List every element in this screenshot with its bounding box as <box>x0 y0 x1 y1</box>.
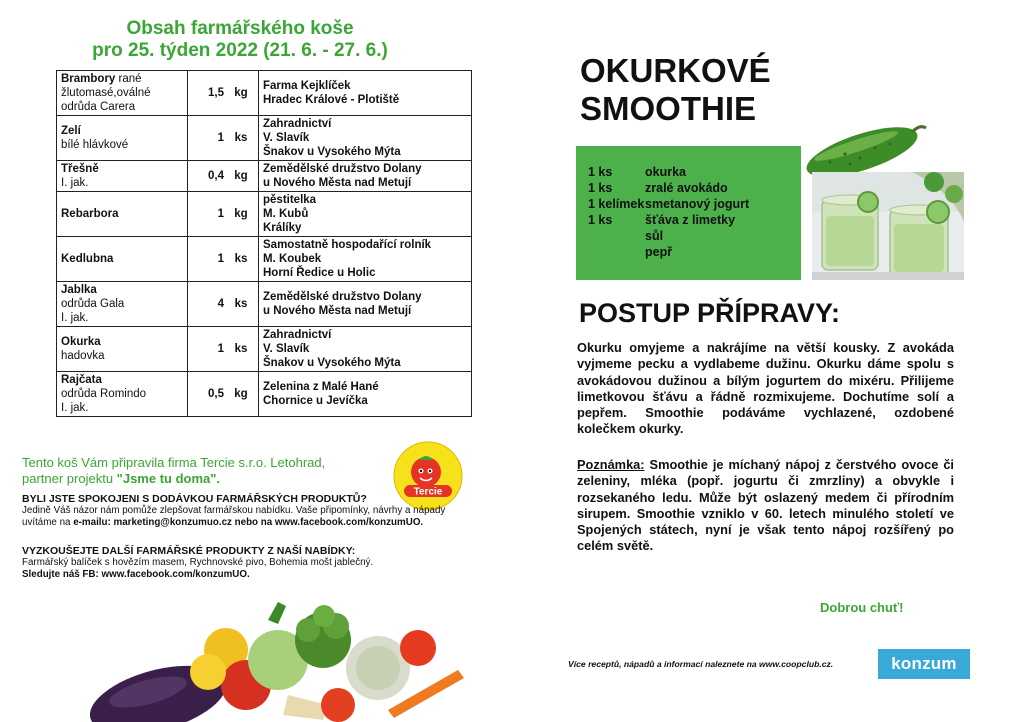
ingredient-item: pepř <box>645 245 673 259</box>
product-name <box>61 72 183 86</box>
note-body: Smoothie je míchaný nápoj z čerstvého ovoce či zeleniny, mléka (popř. jogurtu či zmrzliny) a obvykle i rozsekaného ledu. Může být oslazený medem či přírodním sirupem. Smoothie vzniklo v 60. letech minulého století ve Spojených státech, nyní je však tento nápoj rozšířený po celém světě. <box>577 457 954 554</box>
note-text <box>577 457 954 555</box>
produce-row <box>57 237 472 282</box>
product-name-cell <box>57 372 188 417</box>
product-unit: ks <box>226 282 259 327</box>
supplier-line: u Nového Města nad Metují <box>263 305 412 317</box>
konzum-logo: konzum <box>878 649 970 679</box>
cucumber-image <box>800 118 930 180</box>
product-name <box>61 207 183 221</box>
product-name-cell <box>57 327 188 372</box>
feedback-line2-prefix: uvítáme na <box>22 517 74 528</box>
offer-block <box>22 545 492 581</box>
tercie-quote: "Jsme tu doma". <box>116 471 221 486</box>
product-unit: ks <box>226 116 259 161</box>
more-info: Více receptů, nápadů a informací naleznete na www.coopclub.cz. <box>568 659 834 669</box>
product-supplier <box>259 71 472 116</box>
product-unit: ks <box>226 327 259 372</box>
ingredients-box <box>576 146 801 280</box>
ingredient-row <box>588 164 749 180</box>
product-name-bold: Rajčata <box>61 374 102 386</box>
ingredient-item: sůl <box>645 229 664 243</box>
product-qty: 0,4 <box>188 161 227 192</box>
offer-line1: Farmářský balíček s hovězím masem, Rychnovské pivo, Bohemia mošt jablečný. <box>22 557 374 568</box>
product-name-cell <box>57 282 188 327</box>
ingredient-item: okurka <box>645 165 686 179</box>
supplier-line: Chornice u Jevíčka <box>263 395 368 407</box>
product-qty: 0,5 <box>188 372 227 417</box>
tercie-line2 <box>22 471 382 487</box>
product-name <box>61 335 183 349</box>
product-qty: 1 <box>188 116 227 161</box>
product-unit: kg <box>226 192 259 237</box>
product-detail: odrůda Carera <box>61 101 136 113</box>
supplier-line: Farma Kejklíček <box>263 80 351 92</box>
product-supplier <box>259 327 472 372</box>
bon-appetit: Dobrou chuť! <box>820 600 904 615</box>
product-qty: 4 <box>188 282 227 327</box>
product-supplier <box>259 282 472 327</box>
product-detail: odrůda Gala <box>61 298 125 310</box>
ingredient-qty: 1 kelímek <box>588 197 645 211</box>
feedback-line2 <box>22 517 492 529</box>
produce-row <box>57 192 472 237</box>
product-detail: bílé hlávkové <box>61 139 129 151</box>
supplier-line: pěstitelka <box>263 194 317 206</box>
product-name-cell <box>57 161 188 192</box>
supplier-line: Zahradnictví <box>263 329 332 341</box>
tercie-line2-prefix: partner projektu <box>22 471 117 486</box>
produce-row <box>57 161 472 192</box>
feedback-contact: e-mailu: marketing@konzumuo.cz nebo na www.facebook.com/konzumUO. <box>73 517 424 528</box>
product-detail: odrůda Romindo <box>61 388 147 400</box>
method-text: Okurku omyjeme a nakrájíme na větší kousky. Z avokáda vyjmeme pecku a vydlabeme dužinu. Okurku dáme spolu s avokádovou dužinou a bílým jogurtem do mixéru. Přilijeme limetkovou šťávu a řádně rozmixujeme. Dochutíme solí a pepřem. Smoothie podáváme vychlazené, ozdobené kolečkem okurky. <box>577 340 954 437</box>
ingredient-qty: 1 ks <box>588 213 613 227</box>
product-name-bold: Třešně <box>61 163 99 175</box>
ingredient-row <box>588 212 749 228</box>
product-qty: 1 <box>188 192 227 237</box>
ingredient-qty: 1 ks <box>588 181 613 195</box>
product-supplier <box>259 116 472 161</box>
produce-row <box>57 116 472 161</box>
produce-row <box>57 327 472 372</box>
supplier-line: Králíky <box>263 222 302 234</box>
ingredient-qty: 1 ks <box>588 165 613 179</box>
product-detail: I. jak. <box>61 402 89 414</box>
supplier-line: V. Slavík <box>263 132 310 144</box>
product-name-bold: Kedlubna <box>61 253 114 265</box>
offer-line2: Sledujte náš FB: www.facebook.com/konzumUO. <box>22 569 250 580</box>
supplier-line: Šnakov u Vysokého Mýta <box>263 357 401 369</box>
recipe-title <box>580 52 771 128</box>
feedback-line1: Jedině Váš názor nám pomůže zlepšovat farmářskou nabídku. Vaše připomínky, návrhy a nápady <box>22 505 446 516</box>
method-title: POSTUP PŘÍPRAVY: <box>579 298 841 328</box>
recipe-title-line1: OKURKOVÉ <box>580 52 771 89</box>
product-qty: 1 <box>188 237 227 282</box>
supplier-line: M. Kubů <box>263 208 309 220</box>
ingredient-item: šťáva z limetky <box>645 213 736 227</box>
supplier-line: M. Koubek <box>263 253 322 265</box>
product-unit: kg <box>226 71 259 116</box>
product-name-bold: Brambory <box>61 73 116 85</box>
offer-heading: VYZKOUŠEJTE DALŠÍ FARMÁŘSKÉ PRODUKTY Z NAŠÍ NABÍDKY: <box>22 545 356 557</box>
vegetables-image <box>88 600 468 722</box>
produce-row <box>57 71 472 116</box>
product-supplier <box>259 237 472 282</box>
product-unit: ks <box>226 237 259 282</box>
produce-row <box>57 372 472 417</box>
supplier-line: Hradec Králové - Plotiště <box>263 94 400 106</box>
product-name-suffix: rané <box>115 73 142 85</box>
product-detail: žlutomasé,oválné <box>61 87 151 99</box>
supplier-line: V. Slavík <box>263 343 310 355</box>
feedback-block <box>22 493 492 529</box>
product-unit: kg <box>226 161 259 192</box>
supplier-line: Zemědělské družstvo Dolany <box>263 163 422 175</box>
produce-row <box>57 282 472 327</box>
product-name <box>61 373 183 387</box>
product-name-bold: Okurka <box>61 336 101 348</box>
product-detail: I. jak. <box>61 177 89 189</box>
note-label: Poznámka: <box>577 457 645 472</box>
supplier-line: Samostatně hospodařící rolník <box>263 239 432 251</box>
product-name-bold: Zelí <box>61 125 81 137</box>
ingredient-qty <box>588 244 645 260</box>
product-name-bold: Jablka <box>61 284 97 296</box>
product-detail: I. jak. <box>61 312 89 324</box>
tercie-logo-text: Tercie <box>413 486 443 498</box>
supplier-line: u Nového Města nad Metují <box>263 177 412 189</box>
supplier-line: Zelenina z Malé Hané <box>263 381 379 393</box>
product-name-cell <box>57 71 188 116</box>
supplier-line: Šnakov u Vysokého Mýta <box>263 146 401 158</box>
product-name-cell <box>57 237 188 282</box>
ingredients-list <box>588 164 749 260</box>
recipe-title-line2: SMOOTHIE <box>580 90 757 127</box>
ingredient-qty <box>588 228 645 244</box>
smoothie-photo <box>812 172 964 280</box>
product-supplier <box>259 192 472 237</box>
product-qty: 1 <box>188 327 227 372</box>
supplier-line: Horní Ředice u Holic <box>263 267 376 279</box>
product-unit: kg <box>226 372 259 417</box>
product-name-cell <box>57 192 188 237</box>
product-name <box>61 162 183 176</box>
product-supplier <box>259 161 472 192</box>
ingredient-row <box>588 196 749 212</box>
produce-table <box>56 70 472 417</box>
product-detail: hadovka <box>61 350 105 362</box>
product-name-cell <box>57 116 188 161</box>
ingredient-row <box>588 180 749 196</box>
ingredient-item: smetanový jogurt <box>645 197 750 211</box>
basket-title-line1: Obsah farmářského koše <box>126 18 354 39</box>
product-name-bold: Rebarbora <box>61 208 119 220</box>
tercie-line1: Tento koš Vám připravila firma Tercie s.r.o. Letohrad, <box>22 455 326 470</box>
product-name <box>61 252 183 266</box>
product-qty: 1,5 <box>188 71 227 116</box>
basket-title-line2: pro 25. týden 2022 (21. 6. - 27. 6.) <box>92 40 388 61</box>
supplier-line: Zahradnictví <box>263 118 332 130</box>
tercie-note <box>22 455 382 487</box>
ingredient-row <box>588 228 749 244</box>
product-supplier <box>259 372 472 417</box>
product-name <box>61 283 183 297</box>
product-name <box>61 124 183 138</box>
feedback-heading: BYLI JSTE SPOKOJENI S DODÁVKOU FARMÁŘSKÝCH PRODUKTŮ? <box>22 493 367 505</box>
ingredient-row <box>588 244 749 260</box>
ingredient-item: zralé avokádo <box>645 181 728 195</box>
basket-title <box>20 18 460 62</box>
supplier-line: Zemědělské družstvo Dolany <box>263 291 422 303</box>
